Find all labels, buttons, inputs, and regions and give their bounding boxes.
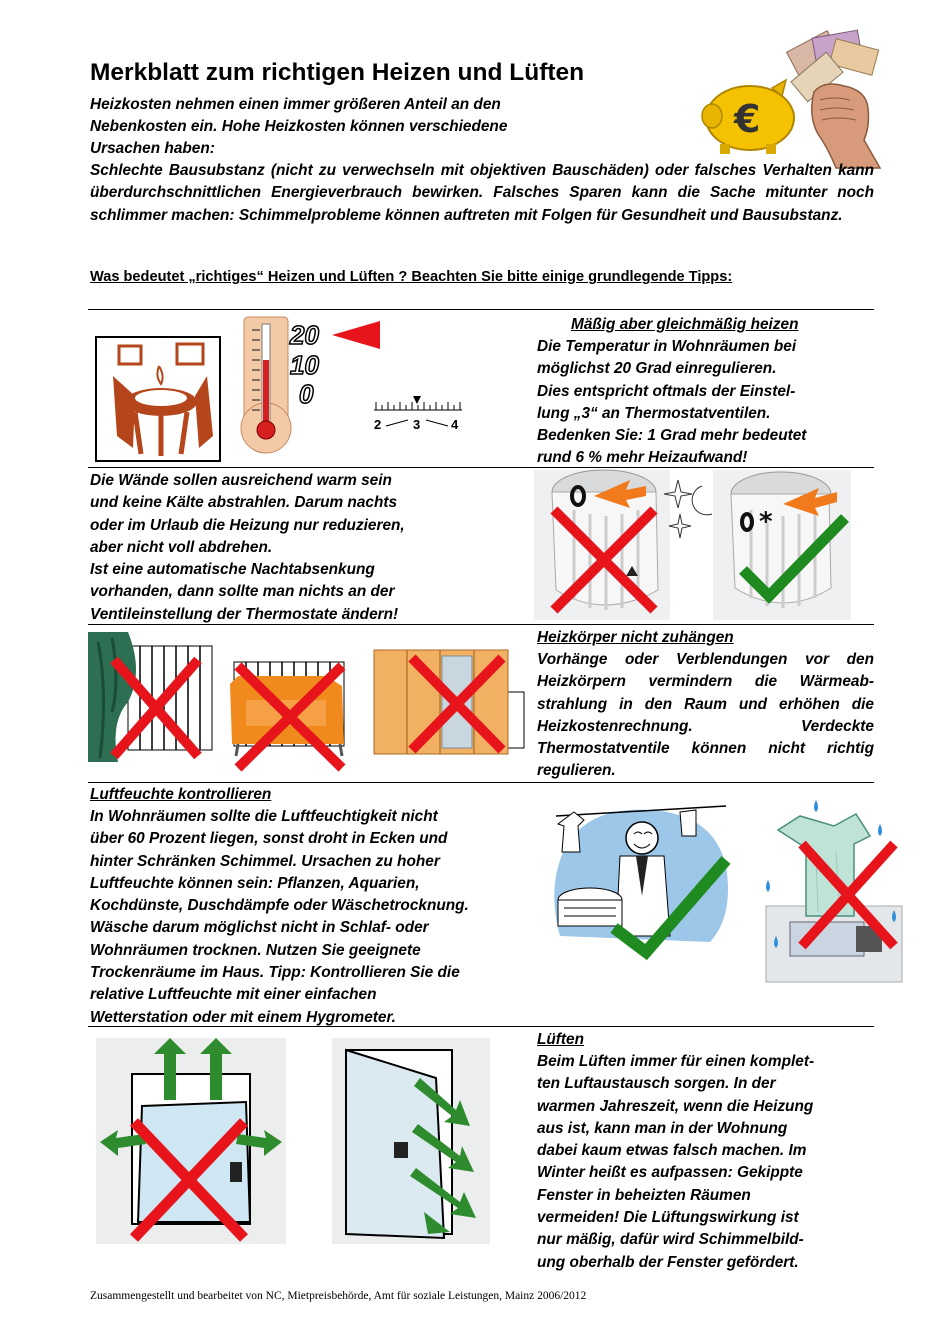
heizen-text bbox=[537, 336, 877, 470]
lueften-line: aus ist, kann man in der Wohnung bbox=[537, 1119, 788, 1137]
heizen-line: rund 6 % mehr Heizaufwand! bbox=[537, 449, 748, 467]
waende-line: Ist eine automatische Nachtabsenkung bbox=[90, 561, 375, 579]
luftfeuchte-line: Wohnräumen trocknen. Nutzen Sie geeignete bbox=[90, 941, 421, 959]
tips-question: Was bedeutet „richtiges“ Heizen und Lüften ? Beachten Sie bitte einige grundlegende Tipps: bbox=[90, 269, 733, 285]
zuhaengen-paragraph: Vorhänge oder Verblendungen vor den Heizkörpern vermindern die Wärmeab-strahlung in den Raum und erhöhen die Heizkostenrechnung. Verdeckte Thermostatventile können nicht richtig regulieren. bbox=[537, 651, 874, 780]
tilted-window-crossed-icon bbox=[96, 1038, 286, 1244]
lueften-line: Fenster in beheizten Räumen bbox=[537, 1186, 751, 1204]
waende-text bbox=[90, 470, 530, 626]
zuhaengen-heading: Heizkörper nicht zuhängen bbox=[537, 629, 734, 646]
intro-paragraph: Schlechte Bausubstanz (nicht zu verwechseln mit objektiven Bauschäden) oder falsches Verhalten kann überdurchschnittlichen Energieverbrauch bewirken. Falsches Sparen kann die Sache mitunter noch schlimmer machen: Schimmelprobleme können auftreten mit Folgen für Gesundheit und Bausubstanz. bbox=[90, 162, 874, 224]
luftfeuchte-line: In Wohnräumen sollte die Luftfeuchtigkeit nicht bbox=[90, 808, 438, 825]
svg-text:*: * bbox=[759, 507, 773, 537]
lueften-text bbox=[537, 1051, 877, 1274]
luftfeuchte-line: über 60 Prozent liegen, sonst droht in Ecken und bbox=[90, 830, 448, 848]
waende-line: vorhanden, dann sollte man nichts an der bbox=[90, 583, 395, 601]
lueften-line: warmen Jahreszeit, wenn die Heizung bbox=[537, 1097, 814, 1115]
intro-line-2: Nebenkosten ein. Hohe Heizkosten können verschiedene bbox=[90, 118, 508, 135]
luftfeuchte-line: Wäsche darum möglichst nicht in Schlaf- oder bbox=[90, 919, 429, 937]
heizen-line: Dies entspricht oftmals der Einstel- bbox=[537, 382, 796, 400]
lueften-line: vermeiden! Die Lüftungswirkung ist bbox=[537, 1209, 799, 1227]
luftfeuchte-line: relative Luftfeuchte mit einer einfachen bbox=[90, 986, 377, 1004]
heizen-line: Die Temperatur in Wohnräumen bei bbox=[537, 338, 797, 355]
page-title: Merkblatt zum richtigen Heizen und Lüften bbox=[90, 59, 585, 86]
lueften-line: dabei kaum etwas falsch machen. Im bbox=[537, 1142, 807, 1160]
dial-number-2: 2 bbox=[374, 417, 382, 432]
armchair-radiator-crossed-icon bbox=[222, 652, 358, 772]
intro-line-3: Ursachen haben: bbox=[90, 140, 215, 157]
luftfeuchte-text bbox=[90, 806, 538, 1029]
waende-line: Ventileinstellung der Thermostate ändern! bbox=[90, 605, 399, 623]
thermometer-icon bbox=[238, 316, 294, 454]
open-window-icon bbox=[332, 1038, 490, 1244]
luftfeuchte-line: Kochdünste, Duschdämpfe oder Wäschetrocknung. bbox=[90, 897, 469, 915]
thermo-label-20: 20 bbox=[290, 320, 319, 350]
lueften-line: Beim Lüften immer für einen komplet- bbox=[537, 1053, 815, 1070]
heizen-heading: Mäßig aber gleichmäßig heizen bbox=[571, 316, 799, 333]
luftfeuchte-line: Luftfeuchte können sein: Pflanzen, Aquarien, bbox=[90, 874, 420, 892]
divider bbox=[88, 309, 874, 310]
intro-line-1: Heizkosten nehmen einen immer größeren Anteil an den bbox=[90, 96, 501, 113]
luftfeuchte-line: Trockenräume im Haus. Tipp: Kontrollieren Sie die bbox=[90, 964, 460, 982]
lueften-line: Winter heißt es aufpassen: Gekippte bbox=[537, 1164, 803, 1182]
luftfeuchte-line: Wetterstation oder mit einem Hygrometer. bbox=[90, 1008, 396, 1026]
thermostat-off-crossed-icon bbox=[534, 470, 670, 620]
thermostat-night-checked-icon bbox=[713, 470, 851, 620]
laundry-man-checked-icon bbox=[550, 796, 734, 956]
divider bbox=[88, 1026, 874, 1027]
money-hand-icon bbox=[784, 30, 880, 168]
footer: Zusammengestellt und bearbeitet von NC, Mietpreisbehörde, Amt für soziale Leistungen, Mainz 2006/2012 bbox=[90, 1290, 587, 1302]
svg-text:€: € bbox=[734, 97, 761, 141]
dining-room-icon bbox=[95, 336, 221, 462]
red-pointer-icon bbox=[332, 320, 382, 350]
wet-room-crossed-icon bbox=[756, 796, 904, 986]
heizen-line: möglichst 20 Grad einregulieren. bbox=[537, 360, 777, 378]
dial-number-4: 4 bbox=[451, 417, 459, 432]
curtain-radiator-crossed-icon bbox=[88, 632, 224, 762]
lueften-heading: Lüften bbox=[537, 1031, 585, 1048]
luftfeuchte-line: hinter Schränken Schimmel. Ursachen zu hoher bbox=[90, 852, 440, 870]
waende-line: Die Wände sollen ausreichend warm sein bbox=[90, 472, 392, 489]
lueften-line: ung oberhalb der Fenster gefördert. bbox=[537, 1253, 799, 1271]
divider bbox=[88, 467, 874, 468]
divider bbox=[88, 624, 874, 625]
lueften-line: ten Luftaustausch sorgen. In der bbox=[537, 1075, 776, 1093]
heizen-line: lung „3“ an Thermostatventilen. bbox=[537, 404, 771, 422]
waende-line: und keine Kälte abstrahlen. Darum nachts bbox=[90, 494, 398, 512]
heizen-line: Bedenken Sie: 1 Grad mehr bedeutet bbox=[537, 427, 807, 445]
thermo-label-0: 0 bbox=[299, 379, 314, 409]
wardrobe-radiator-crossed-icon bbox=[372, 646, 528, 758]
lueften-line: nur mäßig, dafür wird Schimmelbild- bbox=[537, 1231, 804, 1249]
divider bbox=[88, 782, 874, 783]
luftfeuchte-heading: Luftfeuchte kontrollieren bbox=[90, 786, 272, 803]
dial-number-3: 3 bbox=[413, 417, 421, 432]
waende-line: aber nicht voll abdrehen. bbox=[90, 538, 273, 556]
thermo-label-10: 10 bbox=[290, 350, 319, 380]
waende-line: oder im Urlaub die Heizung nur reduzieren, bbox=[90, 516, 405, 534]
